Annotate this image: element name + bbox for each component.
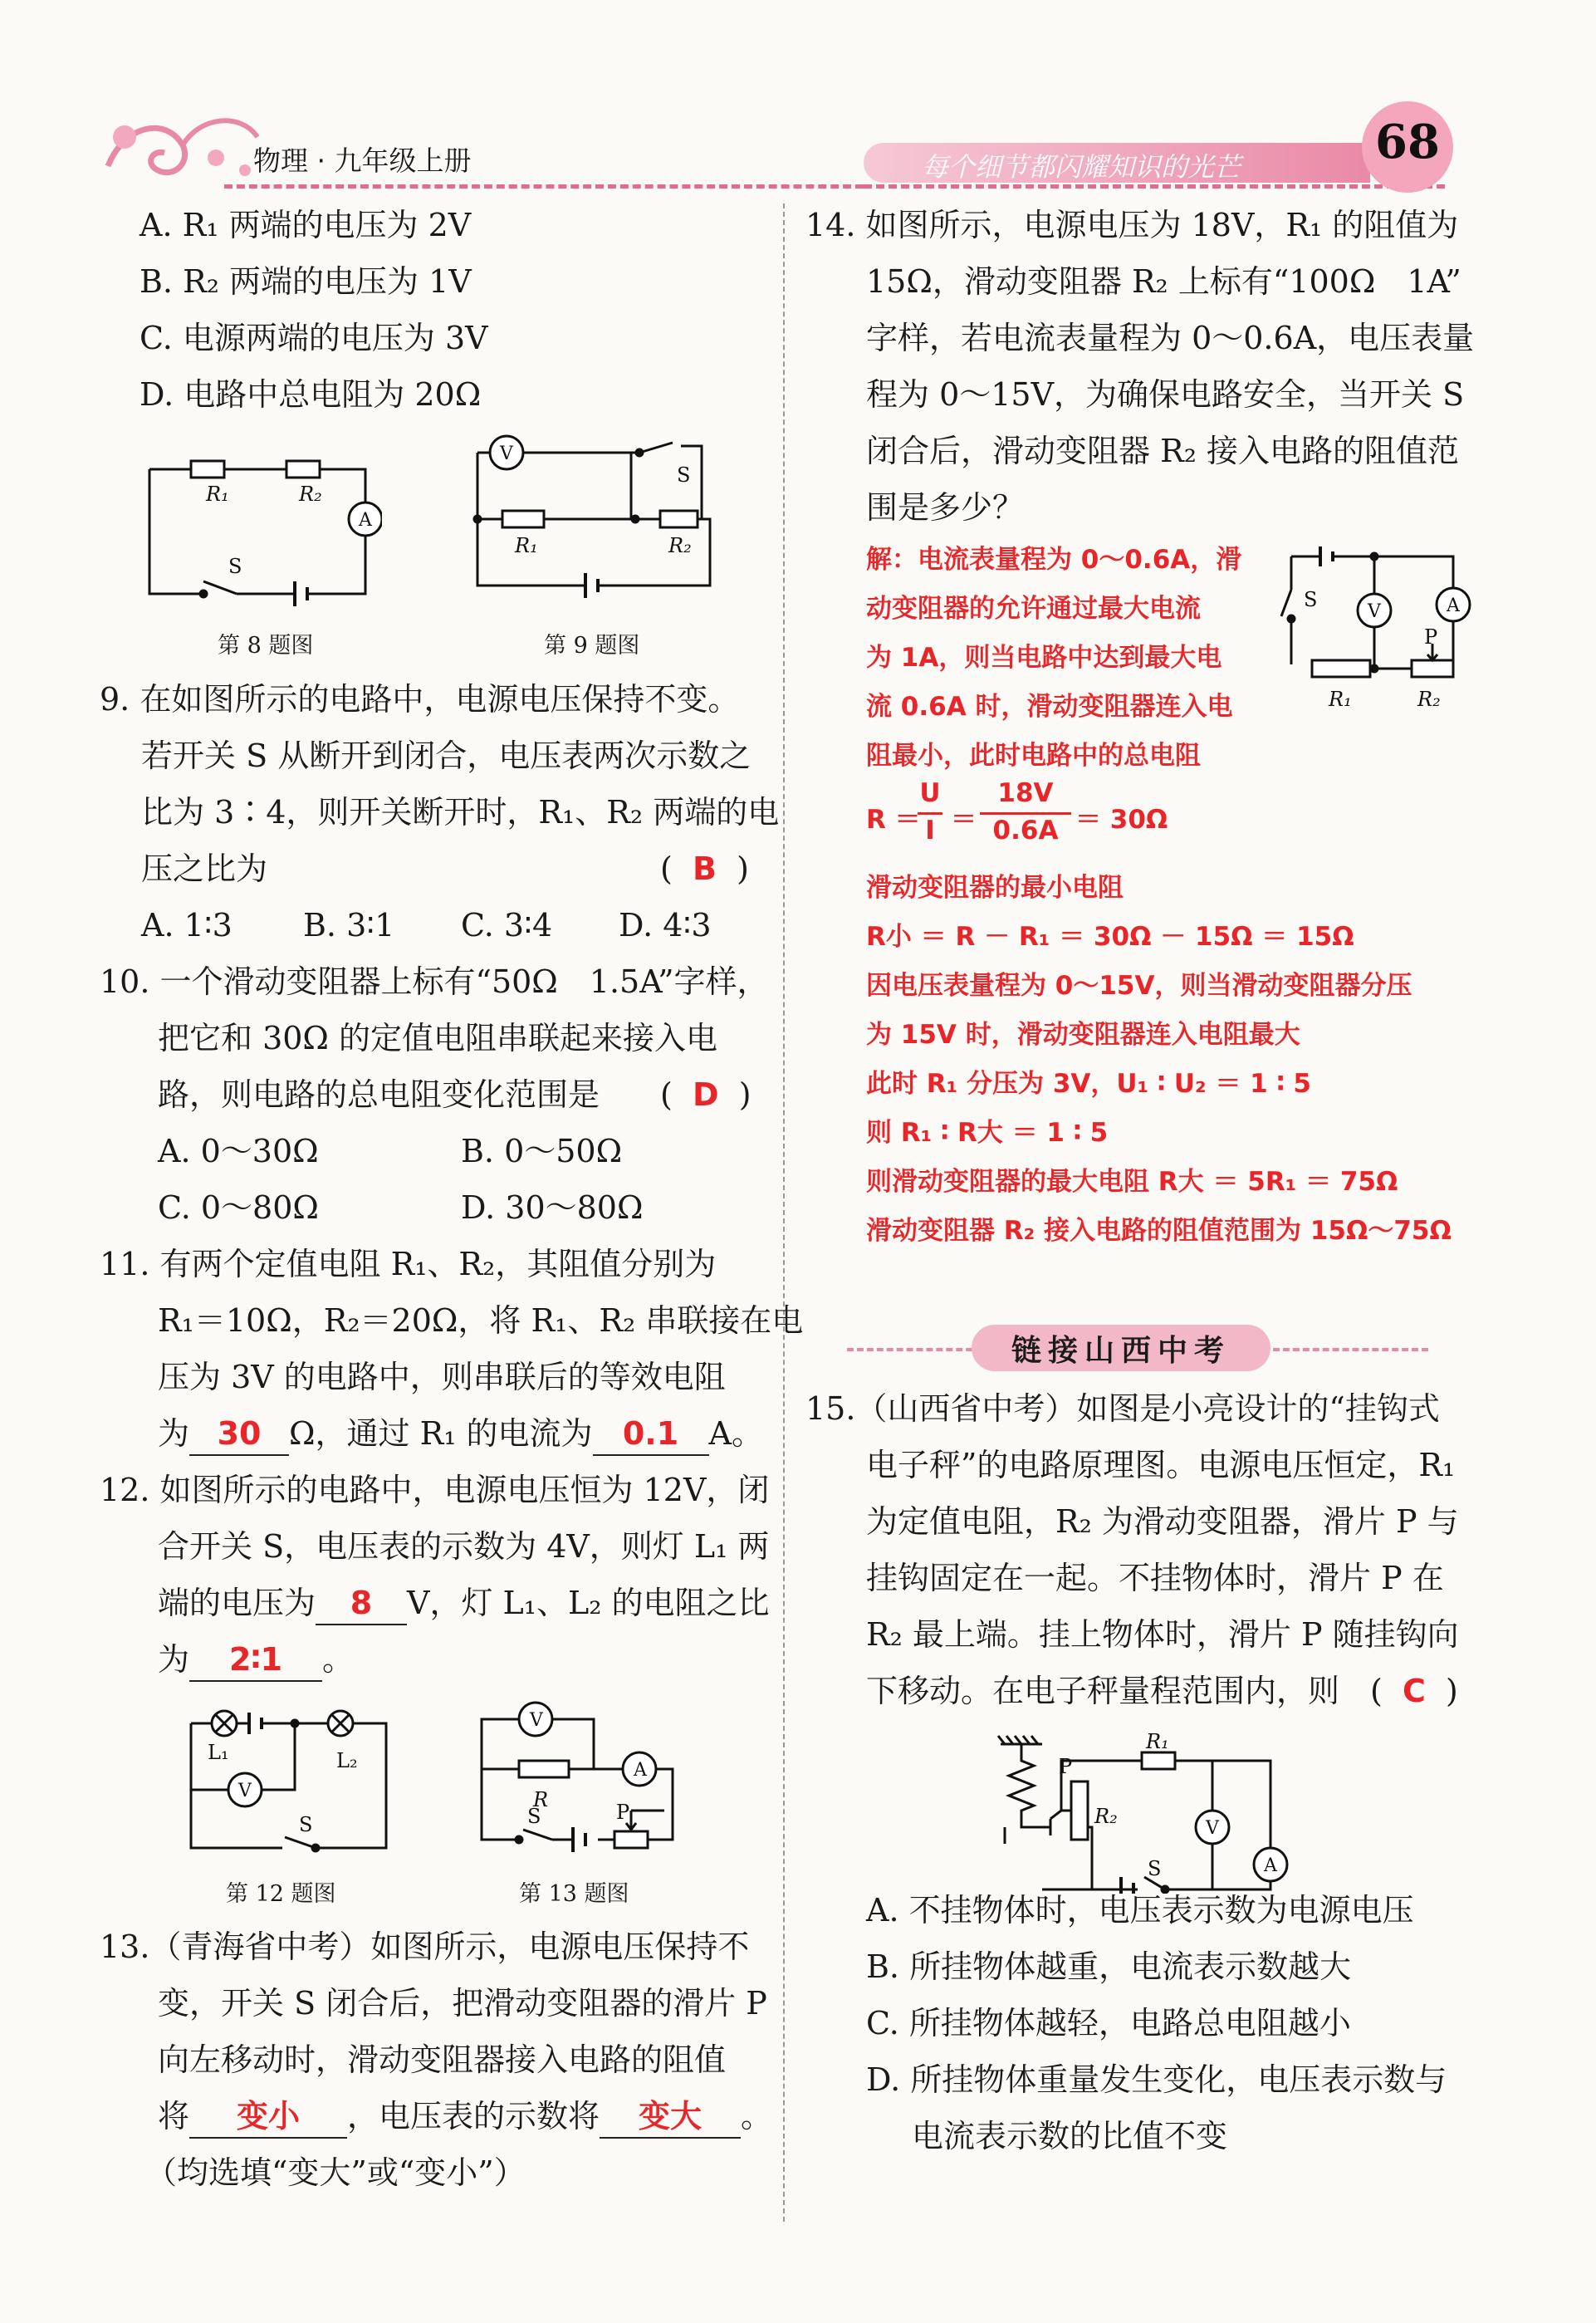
- q14-formula-lhs: R ＝: [866, 805, 921, 835]
- q14-line-1: 14. 如图所示，电源电压为 18V，R₁ 的阻值为: [805, 207, 1459, 243]
- fig9-label-r1: R₁: [515, 534, 538, 557]
- fig13-battery-icon: [573, 1827, 585, 1852]
- q12-line-2: 合开关 S，电压表的示数为 4V，则灯 L₁ 两: [158, 1528, 770, 1565]
- q15-answer: C: [1402, 1673, 1426, 1709]
- fig12-battery-icon: [249, 1713, 262, 1734]
- fig14-rheostat-r2: [1412, 660, 1453, 677]
- q14-frac-num-1: U: [919, 778, 941, 808]
- fig13-label-r: R: [533, 1788, 549, 1811]
- q15-line-2: 电子秤”的电路原理图。电源电压恒定，R₁: [866, 1447, 1456, 1483]
- q12-answer-2: 2∶1: [189, 1639, 322, 1682]
- fig14-battery-icon: [1320, 546, 1333, 566]
- figure-9-circuit: [469, 428, 735, 606]
- q14-solution-8: R小 ＝ R － R₁ ＝ 30Ω － 15Ω ＝ 15Ω: [866, 922, 1354, 952]
- q10-answer: D: [692, 1076, 719, 1113]
- q14-solution-2: 动变阻器的允许通过最大电流: [866, 594, 1201, 624]
- q14-solution-3: 为 1A，则当电路中达到最大电: [866, 643, 1222, 673]
- q10-option-c: C. 0～80Ω: [158, 1189, 319, 1226]
- q15-line-5: R₂ 最上端。挂上物体时，滑片 P 随挂钩向: [866, 1616, 1459, 1653]
- fig8-battery-icon: [295, 581, 307, 606]
- fig12-caption: 第 12 题图: [226, 1881, 336, 1907]
- q11-answer-2: 0.1: [593, 1413, 709, 1456]
- q8-option-d: D. 电路中总电阻为 20Ω: [140, 376, 482, 413]
- q11-mid: Ω，通过 R₁ 的电流为: [289, 1415, 593, 1452]
- banner-title: 链接山西中考: [1011, 1334, 1231, 1368]
- fig13-label-v: V: [530, 1710, 543, 1731]
- q11-line-1: 11. 有两个定值电阻 R₁、R₂，其阻值分别为: [100, 1246, 717, 1282]
- q13-line-3: 向左移动时，滑动变阻器接入电路的阻值: [158, 2041, 727, 2078]
- q11-line-4: [158, 1405, 763, 1462]
- figure-13-circuit: [473, 1690, 698, 1860]
- fig9-label-r2: R₂: [668, 534, 692, 557]
- fig14-label-p: P: [1424, 625, 1438, 649]
- q13-post: 。: [741, 2098, 773, 2134]
- q10-line-1: 10. 一个滑动变阻器上标有“50Ω 1.5A”字样，: [100, 963, 769, 1000]
- q8-option-c: C. 电源两端的电压为 3V: [140, 320, 488, 356]
- figure-14-circuit: [1275, 540, 1482, 714]
- fig15-label-s: S: [1148, 1857, 1162, 1880]
- q10-option-b: B. 0～50Ω: [461, 1133, 623, 1169]
- fig14-label-a: A: [1447, 595, 1460, 616]
- fig8-switch-icon: [203, 581, 237, 594]
- header-divider-left: [224, 184, 864, 189]
- fig15-label-v: V: [1206, 1818, 1219, 1839]
- fig9-caption: 第 9 题图: [544, 633, 640, 659]
- page-number: 68: [1375, 115, 1440, 169]
- q10-line-3: 路，则电路的总电阻变化范围是: [158, 1076, 600, 1113]
- q14-solution-13: 则滑动变阻器的最大电阻 R大 ＝ 5R₁ ＝ 75Ω: [866, 1167, 1398, 1197]
- q12-pre: 端的电压为: [158, 1585, 316, 1621]
- q14-solution-9: 因电压表量程为 0～15V，则当滑动变阻器分压: [866, 971, 1412, 1001]
- q8-option-a: A. R₁ 两端的电压为 2V: [140, 207, 472, 243]
- q11-line-2: R₁＝10Ω，R₂＝20Ω，将 R₁、R₂ 串联接在电: [158, 1302, 804, 1339]
- q14-formula-rhs: ＝ 30Ω: [1075, 805, 1168, 835]
- fig12-label-l2: L₂: [336, 1749, 358, 1772]
- fig15-resistor-r1: [1142, 1752, 1175, 1769]
- q9-line-4: 压之比为: [141, 850, 268, 887]
- fig8-wire: [149, 469, 365, 594]
- q11-answer-1: 30: [189, 1413, 289, 1456]
- fig9-label-s: S: [677, 463, 691, 487]
- q13-mid: ，电压表的示数将: [347, 2098, 600, 2134]
- q9-option-c: C. 3∶4: [461, 907, 553, 943]
- fig8-label-r1: R₁: [206, 483, 229, 506]
- q11-post: A。: [708, 1415, 763, 1452]
- fig12-switch-icon: [285, 1837, 316, 1848]
- fig12-label-s: S: [299, 1813, 313, 1836]
- q9-option-b: B. 3∶1: [303, 907, 395, 943]
- figure-15-circuit: [996, 1728, 1354, 1894]
- q14-solution-12: 则 R₁ ∶ R大 ＝ 1 ∶ 5: [866, 1118, 1109, 1148]
- fig14-resistor-r1: [1312, 660, 1370, 677]
- q10-option-a: A. 0～30Ω: [158, 1133, 319, 1169]
- fig14-label-s: S: [1304, 588, 1318, 611]
- column-divider: [783, 203, 785, 2222]
- q14-line-4: 程为 0～15V，为确保电路安全，当开关 S: [866, 376, 1465, 413]
- fig13-resistor-r: [519, 1761, 569, 1777]
- fig15-label-r1: R₁: [1146, 1730, 1169, 1753]
- q10-answer-bracket: ( D ): [660, 1076, 751, 1113]
- q10-line-2: 把它和 30Ω 的定值电阻串联起来接入电: [158, 1020, 718, 1056]
- figure-8-circuit: [141, 444, 382, 610]
- fig13-switch-icon: [523, 1830, 552, 1840]
- q9-answer: B: [692, 850, 717, 887]
- fig15-label-r2: R₂: [1094, 1805, 1118, 1828]
- q12-mid: V，灯 L₁、L₂ 的电阻之比: [407, 1585, 770, 1621]
- q12-answer-1: 8: [316, 1582, 407, 1625]
- q15-option-c: C. 所挂物体越轻，电路总电阻越小: [866, 2005, 1351, 2041]
- q12-line-4: [158, 1631, 354, 1688]
- fig12-label-v: V: [238, 1781, 252, 1801]
- fig13-rheostat-icon: [614, 1831, 648, 1848]
- fig9-switch-icon: [639, 443, 673, 453]
- q12-post2: 。: [322, 1641, 355, 1678]
- q14-frac-den-1: I: [925, 816, 935, 845]
- q13-line-2: 变，开关 S 闭合后，把滑动变阻器的滑片 P: [158, 1985, 767, 2022]
- q14-solution-5: 阻最小，此时电路中的总电阻: [866, 741, 1201, 771]
- q15-option-a: A. 不挂物体时，电压表示数为电源电压: [866, 1892, 1414, 1928]
- fig13-label-s: S: [527, 1805, 541, 1828]
- fig14-label-v: V: [1368, 601, 1381, 622]
- q15-answer-bracket: ( C ): [1370, 1673, 1458, 1709]
- q15-option-d-1: D. 所挂物体重量发生变化，电压表示数与: [866, 2061, 1447, 2098]
- fig12-label-l1: L₁: [208, 1741, 229, 1764]
- figure-12-circuit: [179, 1694, 403, 1860]
- q14-frac-eq: ＝: [951, 805, 977, 835]
- fig8-resistor-r1: [191, 461, 224, 478]
- fig14-label-r1: R₁: [1329, 688, 1352, 711]
- q13-line-4: [158, 2088, 772, 2144]
- fig8-caption: 第 8 题图: [218, 633, 314, 659]
- q9-option-d: D. 4∶3: [619, 907, 712, 943]
- q12-line-3: [158, 1575, 770, 1631]
- q8-option-b: B. R₂ 两端的电压为 1V: [140, 263, 472, 300]
- q14-frac-den-2: 0.6A: [992, 816, 1059, 845]
- q14-solution-7: 滑动变阻器的最小电阻: [866, 873, 1124, 903]
- fig9-label-v: V: [500, 444, 513, 464]
- fig8-label-a: A: [359, 510, 372, 531]
- q15-line-1: 15.（山西省中考）如图是小亮设计的“挂钩式: [805, 1390, 1440, 1427]
- q15-line-4: 挂钩固定在一起。不挂物体时，滑片 P 在: [866, 1560, 1444, 1596]
- q14-solution-10: 为 15V 时，滑动变阻器连入电阻最大: [866, 1020, 1300, 1050]
- q14-solution-14: 滑动变阻器 R₂ 接入电路的阻值范围为 15Ω～75Ω: [866, 1216, 1452, 1246]
- q14-line-5: 闭合后，滑动变阻器 R₂ 接入电路的阻值范: [866, 433, 1460, 469]
- subject-title: 物理 · 九年级上册: [253, 145, 472, 177]
- q13-pre: 将: [158, 2098, 190, 2134]
- fig14-label-r2: R₂: [1417, 688, 1441, 711]
- q9-answer-bracket: ( B ): [660, 850, 749, 887]
- q10-option-d: D. 30～80Ω: [461, 1189, 644, 1226]
- q12-line-1: 12. 如图所示的电路中，电源电压恒为 12V，闭: [100, 1472, 770, 1508]
- q15-option-b: B. 所挂物体越重，电流表示数越大: [866, 1948, 1352, 1985]
- q12-pre2: 为: [158, 1641, 190, 1678]
- q9-line-2: 若开关 S 从断开到闭合，电压表两次示数之: [141, 738, 751, 774]
- fig15-label-p: P: [1059, 1755, 1073, 1778]
- fig8-label-s: S: [228, 555, 242, 578]
- fig14-switch-icon: [1281, 590, 1291, 616]
- fig8-label-r2: R₂: [299, 483, 322, 506]
- q15-line-3: 为定值电阻，R₂ 为滑动变阻器，滑片 P 与: [866, 1503, 1459, 1540]
- fig8-resistor-r2: [286, 461, 320, 478]
- q13-answer-1: 变小: [189, 2095, 347, 2139]
- fig15-ceiling-icon: [998, 1736, 1042, 1744]
- q13-line-1: 13.（青海省中考）如图所示，电源电压保持不: [100, 1928, 750, 1965]
- fig13-label-a: A: [634, 1760, 647, 1781]
- fig9-resistor-r2: [660, 511, 698, 527]
- header-divider-right: [864, 184, 1445, 189]
- q11-line-3: 压为 3V 的电路中，则串联后的等效电阻: [158, 1359, 726, 1395]
- fig9-resistor-r1: [502, 511, 544, 527]
- q14-solution-11: 此时 R₁ 分压为 3V，U₁ ∶ U₂ ＝ 1 ∶ 5: [866, 1069, 1312, 1099]
- q14-line-3: 字样，若电流表量程为 0～0.6A，电压表量: [866, 320, 1475, 356]
- q14-solution-4: 流 0.6A 时，滑动变阻器连入电: [866, 692, 1233, 722]
- q13-answer-2: 变大: [600, 2095, 741, 2139]
- q14-solution-1: 解：电流表量程为 0～0.6A，滑: [866, 545, 1242, 575]
- fig13-label-p: P: [616, 1801, 630, 1824]
- q14-frac-num-2: 18V: [997, 778, 1054, 808]
- q13-line-5: （均选填“变大”或“变小”）: [145, 2154, 526, 2191]
- q9-line-3: 比为 3∶4，则开关断开时，R₁、R₂ 两端的电: [141, 794, 780, 831]
- fig9-battery-icon: [585, 573, 598, 598]
- q15-line-6: 下移动。在电子秤量程范围内，则: [866, 1673, 1340, 1709]
- fig15-spring-icon: [1009, 1744, 1046, 1827]
- fig15-label-a: A: [1264, 1855, 1277, 1876]
- q14-line-6: 围是多少？: [866, 489, 1025, 526]
- motto-text: 每个细节都闪耀知识的光芒: [922, 151, 1241, 183]
- fig13-caption: 第 13 题图: [519, 1881, 629, 1907]
- fig15-slider-icon: [1050, 1811, 1061, 1819]
- q15-option-d-2: 电流表示数的比值不变: [912, 2118, 1228, 2154]
- q9-option-a: A. 1∶3: [141, 907, 233, 943]
- q14-line-2: 15Ω，滑动变阻器 R₂ 上标有“100Ω 1A”: [866, 263, 1461, 300]
- q11-pre: 为: [158, 1415, 190, 1452]
- q9-line-1: 9. 在如图所示的电路中，电源电压保持不变。: [100, 681, 740, 718]
- fig15-rheostat-r2: [1071, 1781, 1088, 1840]
